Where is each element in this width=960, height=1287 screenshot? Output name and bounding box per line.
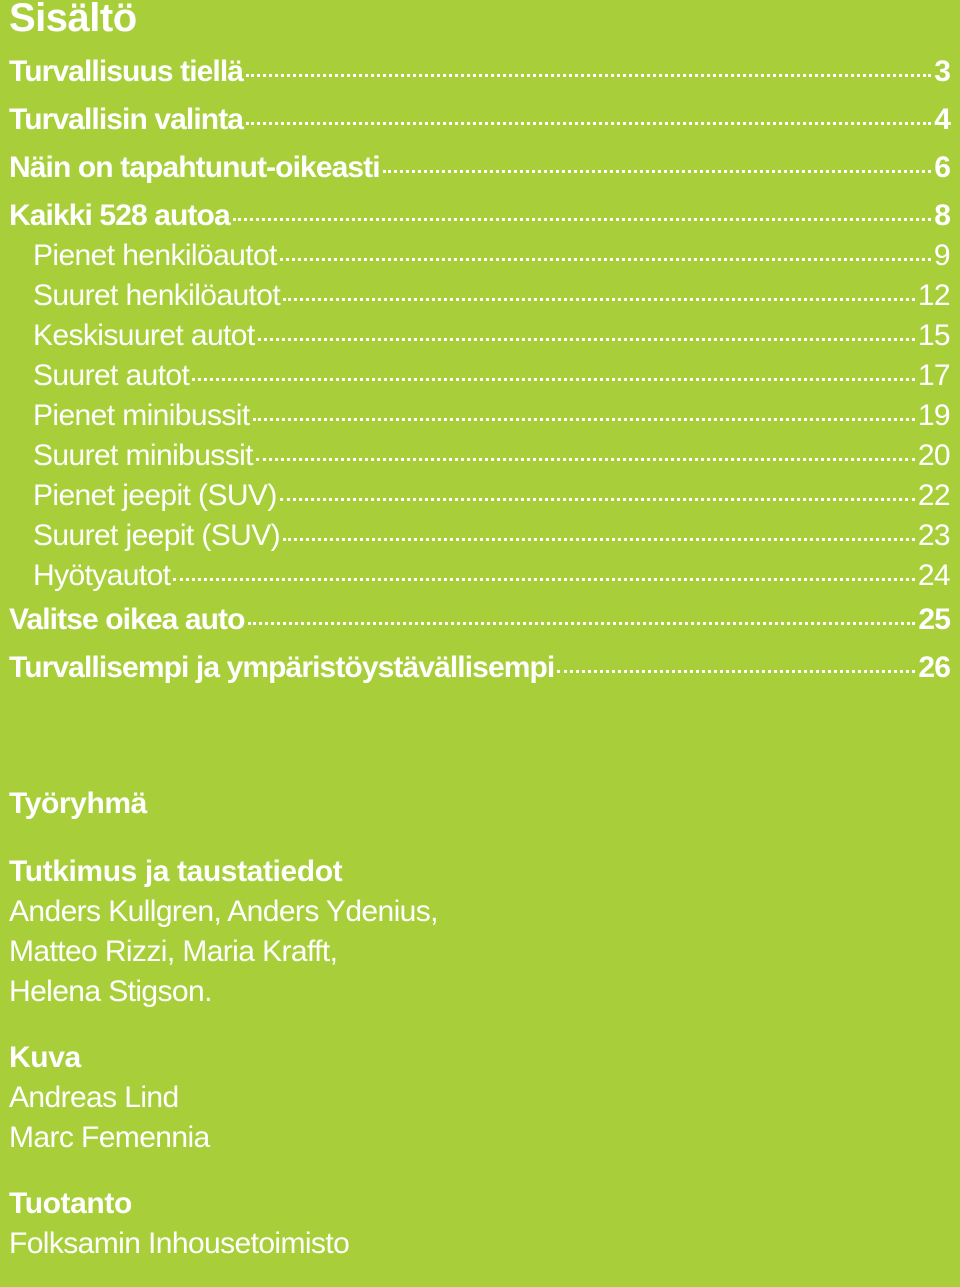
toc-entry-label: Suuret minibussit <box>33 439 253 472</box>
toc-entry-label: Pienet jeepit (SUV) <box>33 479 277 512</box>
dot-leader <box>258 338 915 341</box>
credit-name-line: Helena Stigson. <box>9 975 212 1008</box>
credits-heading: Työryhmä <box>9 787 147 820</box>
credit-name-line: Marc Femennia <box>9 1121 210 1154</box>
credit-section-title: Kuva <box>9 1041 81 1074</box>
toc-entry-page-number: 8 <box>934 199 950 232</box>
dot-leader <box>256 458 915 461</box>
credit-section <box>9 1184 949 1264</box>
credit-section-title: Tutkimus ja taustatiedot <box>9 855 343 888</box>
toc-entry[interactable] <box>9 556 950 596</box>
toc-entry[interactable] <box>9 644 950 692</box>
dot-leader <box>283 298 915 301</box>
toc-entry-label: Näin on tapahtunut-oikeasti <box>9 151 380 184</box>
credit-section <box>9 1038 949 1158</box>
dot-leader <box>280 258 931 261</box>
toc-entry-label: Pienet minibussit <box>33 399 250 432</box>
toc-entry-label: Suuret autot <box>33 359 190 392</box>
toc-entry-page-number: 22 <box>917 479 950 512</box>
toc-entry-page-number: 23 <box>917 519 950 552</box>
toc-entry[interactable] <box>9 596 950 644</box>
toc-entry[interactable] <box>9 356 950 396</box>
credit-section-title: Tuotanto <box>9 1187 132 1220</box>
credit-section <box>9 852 949 1012</box>
toc-entry-label: Valitse oikea auto <box>9 603 245 636</box>
dot-leader <box>557 670 915 673</box>
dot-leader <box>253 418 915 421</box>
dot-leader <box>280 498 915 501</box>
toc-entry[interactable] <box>9 96 950 144</box>
toc-entry[interactable] <box>9 48 950 96</box>
dot-leader <box>233 218 931 221</box>
toc-entry[interactable] <box>9 144 950 192</box>
toc-entry[interactable] <box>9 236 950 276</box>
dot-leader <box>192 378 915 381</box>
toc-entry-label: Keskisuuret autot <box>33 319 255 352</box>
toc-entry-page-number: 3 <box>934 55 950 88</box>
toc-entry-label: Pienet henkilöautot <box>33 239 277 272</box>
toc-entry-page-number: 6 <box>934 151 950 184</box>
toc-entry-label: Kaikki 528 autoa <box>9 199 230 232</box>
credit-sections <box>9 852 949 1264</box>
credits-block <box>9 782 949 1264</box>
dot-leader <box>283 538 915 541</box>
dot-leader <box>246 122 931 125</box>
toc-entry-label: Turvallisuus tiellä <box>9 55 244 88</box>
toc-entry[interactable] <box>9 192 950 240</box>
toc-entry-page-number: 20 <box>917 439 950 472</box>
credit-name-line: Matteo Rizzi, Maria Krafft, <box>9 935 338 968</box>
toc-entry[interactable] <box>9 436 950 476</box>
toc-entry-page-number: 24 <box>917 559 950 592</box>
toc-entry[interactable] <box>9 396 950 436</box>
toc-entry[interactable] <box>9 476 950 516</box>
credit-name-line: Folksamin Inhousetoimisto <box>9 1227 350 1260</box>
toc-entry-label: Suuret jeepit (SUV) <box>33 519 281 552</box>
dot-leader <box>173 578 914 581</box>
toc-entry-label: Turvallisin valinta <box>9 103 244 136</box>
page-title: Sisältö <box>9 0 137 40</box>
credit-name-line: Anders Kullgren, Anders Ydenius, <box>9 895 438 928</box>
toc-entry[interactable] <box>9 316 950 356</box>
toc-entry-label: Hyötyautot <box>33 559 171 592</box>
toc-entry-page-number: 17 <box>917 359 950 392</box>
toc-entry-page-number: 19 <box>917 399 950 432</box>
toc-entry[interactable] <box>9 276 950 316</box>
toc-entry-page-number: 15 <box>917 319 950 352</box>
toc-entry-page-number: 9 <box>933 239 950 272</box>
credit-name-line: Andreas Lind <box>9 1081 179 1114</box>
toc-entry-page-number: 25 <box>918 603 950 636</box>
table-of-contents <box>9 48 950 692</box>
dot-leader <box>248 622 916 625</box>
dot-leader <box>246 74 931 77</box>
toc-entry-label: Suuret henkilöautot <box>33 279 281 312</box>
dot-leader <box>383 170 931 173</box>
toc-entry-label: Turvallisempi ja ympäristöystävällisempi <box>9 651 555 684</box>
toc-entry[interactable] <box>9 516 950 556</box>
toc-entry-page-number: 12 <box>917 279 950 312</box>
toc-entry-page-number: 26 <box>918 651 950 684</box>
toc-entry-page-number: 4 <box>934 103 950 136</box>
